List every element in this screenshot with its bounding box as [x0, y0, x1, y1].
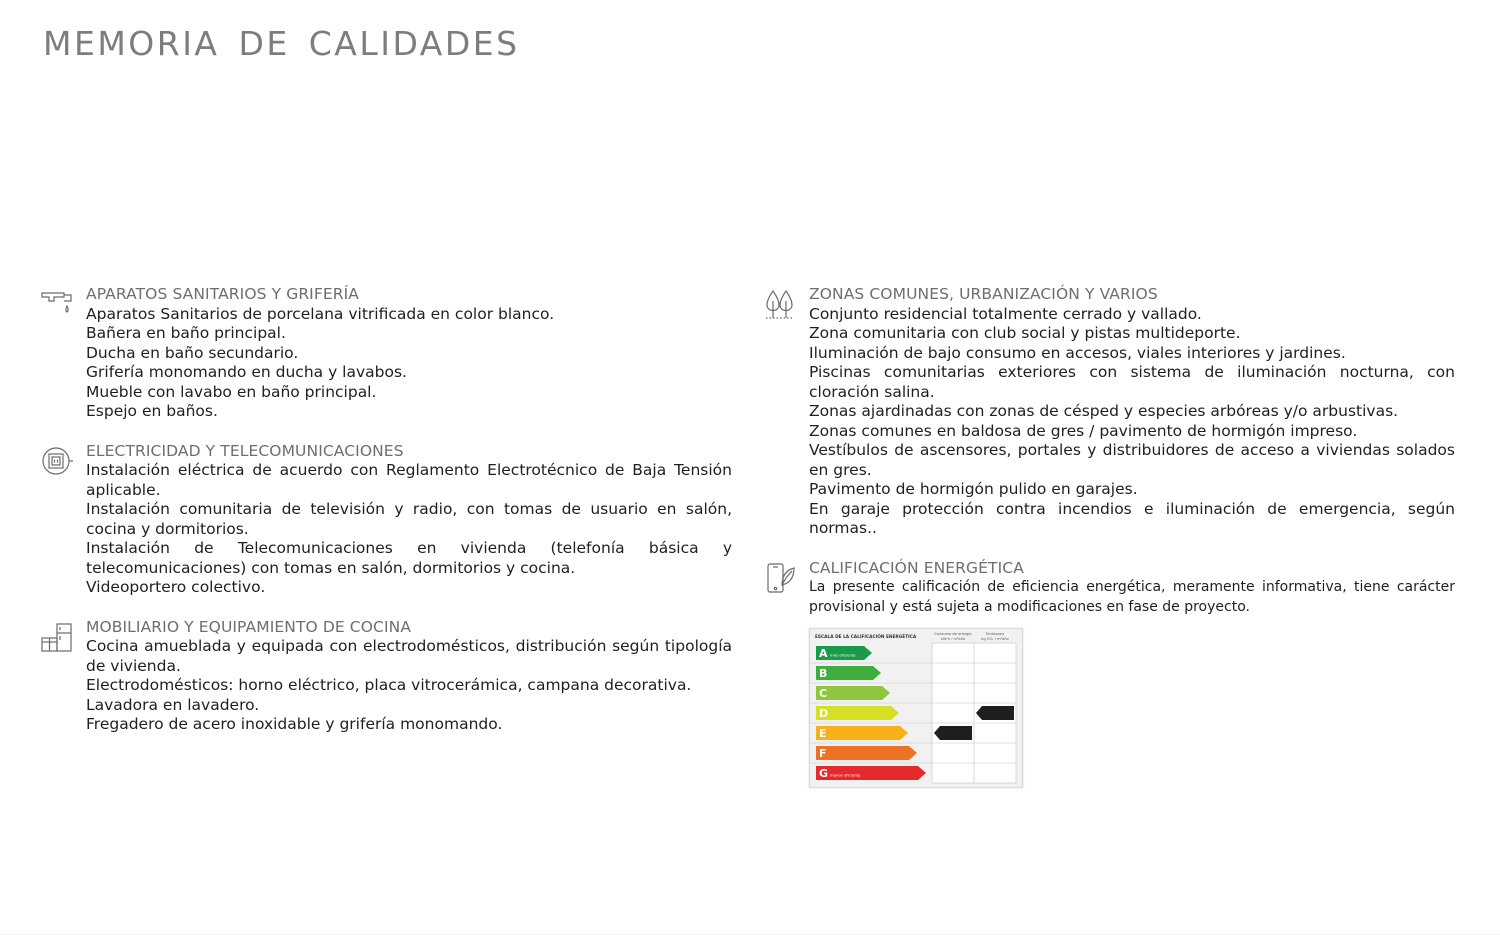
section-body	[86, 637, 732, 735]
energy-consumption-header: Consumo de energía	[934, 632, 972, 636]
section-body	[86, 305, 732, 422]
kitchen-furniture-icon	[40, 620, 74, 654]
section-title: MOBILIARIO Y EQUIPAMIENTO DE COCINA	[86, 617, 412, 636]
page-title: MEMORIA DE CALIDADES	[43, 24, 520, 63]
section-line: Espejo en baños.	[86, 402, 218, 420]
energy-class-bar	[816, 726, 908, 740]
section-title: CALIFICACIÓN ENERGÉTICA	[809, 558, 1024, 577]
section-line: Instalación de Telecomunicaciones en vivienda (telefonía básica y telecomunicaciones) con tomas en salón, dormitorios y cocina.	[86, 539, 732, 577]
emissions-rating-indicator	[976, 706, 1014, 720]
section-line: Zonas ajardinadas con zonas de césped y especies arbóreas y/o arbustivas.	[809, 402, 1399, 420]
energy-class-letter: F	[819, 747, 827, 760]
section-line: Aparatos Sanitarios de porcelana vitrificada en color blanco.	[86, 304, 555, 323]
section-body	[809, 578, 1455, 617]
section-calificacion-energetica	[763, 559, 1455, 789]
section-line: Instalación comunitaria de televisión y radio, con tomas de usuario en salón, cocina y dormitorios.	[86, 500, 732, 538]
energy-scale-title: ESCALA DE LA CALIFICACIÓN ENERGÉTICA	[815, 635, 917, 640]
energy-rating-chart	[809, 628, 1023, 788]
energy-class-letter: E	[819, 727, 827, 740]
consumption-rating-indicator	[934, 726, 972, 740]
section-line: Instalación eléctrica de acuerdo con Reglamento Electrotécnico de Baja Tensión aplicable.	[86, 461, 732, 499]
section-line: Grifería monomando en ducha y lavabos.	[86, 363, 407, 381]
energy-emissions-unit: kg CO₂ / m²año	[981, 637, 1009, 641]
section-line: Videoportero colectivo.	[86, 578, 266, 596]
energy-class-letter: G	[819, 767, 829, 780]
energy-class-note: más eficiente	[830, 652, 856, 658]
section-line: Zonas comunes en baldosa de gres / pavimento de hormigón impreso.	[809, 421, 1358, 440]
section-body	[809, 305, 1455, 539]
energy-class-letter: D	[819, 707, 829, 720]
section-line: Piscinas comunitarias exteriores con sistema de iluminación nocturna, con cloración salina.	[809, 363, 1455, 401]
section-body	[86, 461, 732, 598]
faucet-icon	[40, 287, 74, 321]
section-line: Vestíbulos de ascensores, portales y distribuidores de acceso a viviendas solados en gres.	[809, 441, 1455, 479]
section-title: APARATOS SANITARIOS Y GRIFERÍA	[86, 285, 360, 303]
section-line: Pavimento de hormigón pulido en garajes.	[809, 480, 1138, 498]
energy-class-bar	[816, 686, 890, 700]
section-title: ELECTRICIDAD Y TELECOMUNICACIONES	[86, 441, 404, 460]
energy-bars	[816, 646, 926, 780]
energy-class-letter: A	[819, 647, 828, 660]
energy-emissions-header: Emisiones	[985, 632, 1005, 636]
section-line: Lavadora en lavadero.	[86, 695, 260, 714]
section-sanitarios	[40, 285, 732, 422]
energy-rating-graphic	[810, 629, 1022, 787]
energy-class-note: menos eficiente	[830, 772, 861, 778]
left-column	[40, 285, 732, 755]
section-line: Bañera en baño principal.	[86, 324, 286, 342]
energy-class-letter: C	[819, 687, 828, 700]
bottom-divider	[0, 934, 1500, 935]
right-column	[763, 285, 1455, 808]
section-line: Iluminación de bajo consumo en accesos, viales interiores y jardines.	[809, 343, 1346, 362]
section-electricidad	[40, 442, 732, 598]
section-line: La presente calificación de eficiencia energética, meramente informativa, tiene carácter provisional y está sujeta a modificaciones en fase de proyecto.	[809, 579, 1455, 615]
section-line: Fregadero de acero inoxidable y grifería monomando.	[86, 715, 503, 733]
energy-consumption-unit: kW·h / m²año	[940, 637, 966, 641]
section-title: ZONAS COMUNES, URBANIZACIÓN Y VARIOS	[809, 285, 1158, 303]
section-line: Conjunto residencial totalmente cerrado y vallado.	[809, 304, 1202, 323]
section-line: Electrodomésticos: horno eléctrico, placa vitrocerámica, campana decorativa.	[86, 676, 692, 694]
section-line: Zona comunitaria con club social y pistas multideporte.	[809, 324, 1241, 342]
section-cocina	[40, 618, 732, 735]
section-line: Mueble con lavabo en baño principal.	[86, 382, 377, 401]
energy-class-letter: B	[819, 667, 828, 680]
energy-class-bar	[816, 706, 899, 720]
section-line: En garaje protección contra incendios e iluminación de emergencia, según normas..	[809, 499, 1455, 537]
section-line: Cocina amueblada y equipada con electrodomésticos, distribución según tipología de vivienda.	[86, 637, 732, 675]
electric-outlet-icon	[40, 444, 74, 478]
section-line: Ducha en baño secundario.	[86, 343, 299, 362]
section-zonas-comunes	[763, 285, 1455, 539]
energy-class-bar	[816, 746, 917, 760]
trees-icon	[763, 287, 797, 321]
energy-leaf-icon	[763, 561, 797, 595]
